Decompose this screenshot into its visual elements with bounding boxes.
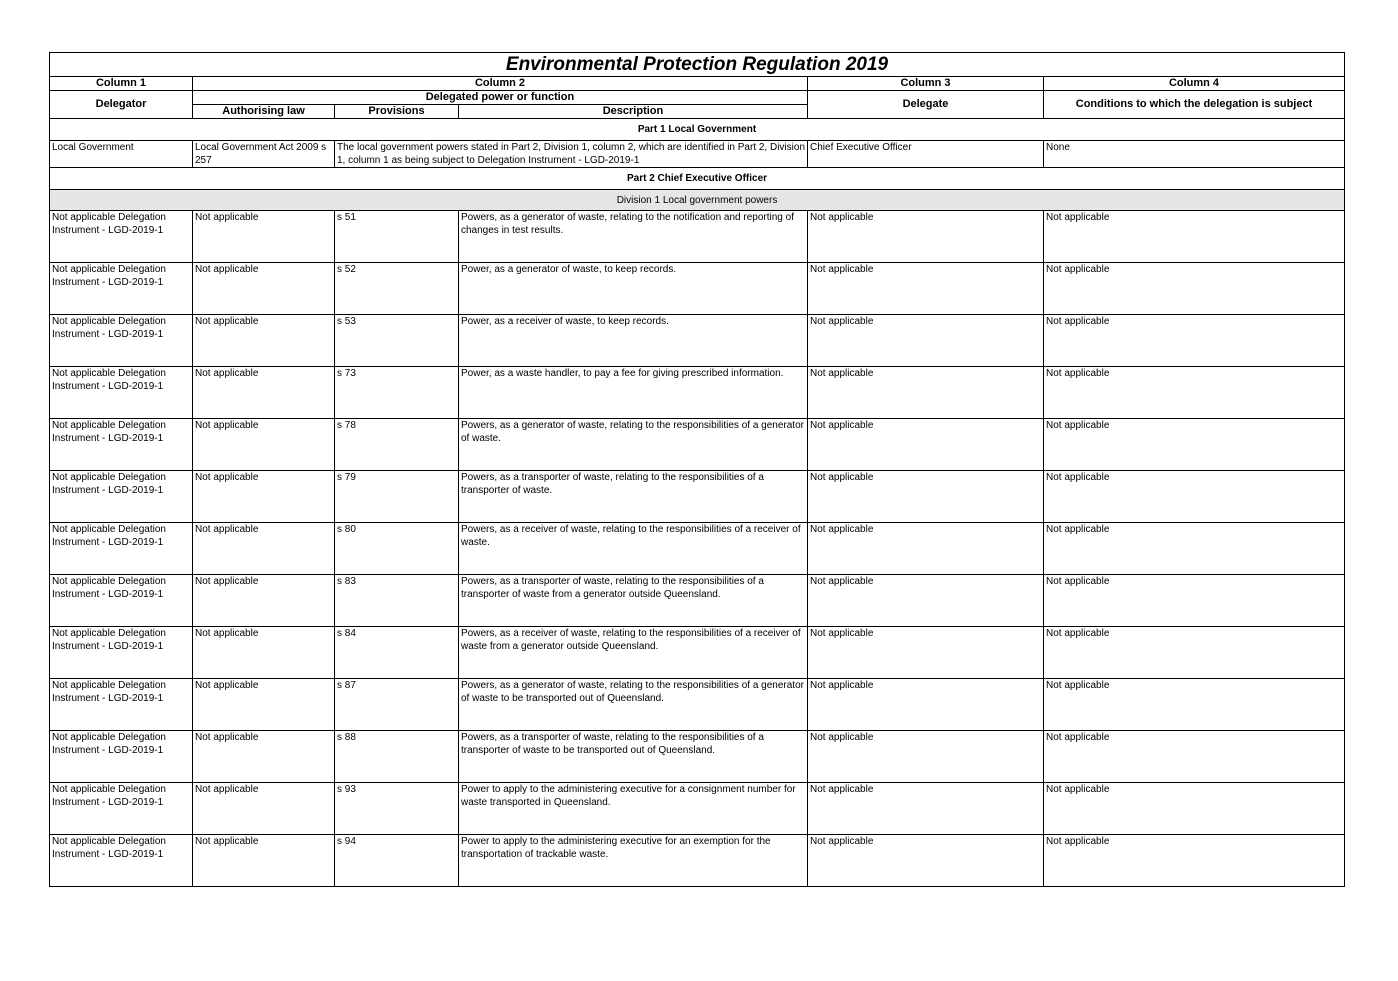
delegator-cell: Not applicable Delegation Instrument - LGD-2019-1 <box>50 679 193 731</box>
delegate-cell: Not applicable <box>808 575 1044 627</box>
description-cell: Powers, as a generator of waste, relating to the responsibilities of a generator of waste. <box>459 419 808 471</box>
authorising-law-cell: Not applicable <box>193 315 335 367</box>
delegate-cell: Not applicable <box>808 679 1044 731</box>
description-cell: Power, as a waste handler, to pay a fee for giving prescribed information. <box>459 367 808 419</box>
description-cell: Power to apply to the administering executive for a consignment number for waste transported in Queensland. <box>459 783 808 835</box>
table-row <box>50 835 1345 887</box>
conditions-cell: Not applicable <box>1044 471 1345 523</box>
authorising-law-cell: Not applicable <box>193 783 335 835</box>
provision-cell: s 51 <box>335 211 459 263</box>
delegator-cell: Not applicable Delegation Instrument - LGD-2019-1 <box>50 731 193 783</box>
delegator-cell: Not applicable Delegation Instrument - LGD-2019-1 <box>50 471 193 523</box>
part-2-heading: Part 2 Chief Executive Officer <box>50 168 1345 190</box>
authorising-law-cell: Not applicable <box>193 679 335 731</box>
column-3-header: Column 3 <box>808 77 1044 91</box>
delegate-cell: Not applicable <box>808 523 1044 575</box>
conditions-cell: Not applicable <box>1044 627 1345 679</box>
conditions-header: Conditions to which the delegation is subject <box>1044 91 1345 119</box>
description-cell: Powers, as a generator of waste, relating to the notification and reporting of changes in test results. <box>459 211 808 263</box>
delegator-cell: Not applicable Delegation Instrument - LGD-2019-1 <box>50 315 193 367</box>
provision-cell: s 79 <box>335 471 459 523</box>
description-cell: Power, as a receiver of waste, to keep records. <box>459 315 808 367</box>
table-row <box>50 367 1345 419</box>
delegator-cell: Not applicable Delegation Instrument - LGD-2019-1 <box>50 419 193 471</box>
authorising-law-header: Authorising law <box>193 105 335 119</box>
provision-cell: s 88 <box>335 731 459 783</box>
delegate-cell: Not applicable <box>808 627 1044 679</box>
conditions-cell: Not applicable <box>1044 731 1345 783</box>
description-cell: Power, as a generator of waste, to keep records. <box>459 263 808 315</box>
table-row <box>50 783 1345 835</box>
delegate-cell: Not applicable <box>808 367 1044 419</box>
table-row <box>50 627 1345 679</box>
provision-cell: s 78 <box>335 419 459 471</box>
provision-cell: s 87 <box>335 679 459 731</box>
conditions-cell: Not applicable <box>1044 263 1345 315</box>
authorising-law-cell: Not applicable <box>193 211 335 263</box>
conditions-cell: Not applicable <box>1044 835 1345 887</box>
description-cell: The local government powers stated in Part 2, Division 1, column 2, which are identified in Part 2, Division 1, column 1 as being subject to Delegation Instrument - LGD-2019-1 <box>335 141 808 168</box>
conditions-cell: Not applicable <box>1044 315 1345 367</box>
conditions-cell: Not applicable <box>1044 783 1345 835</box>
authorising-law-cell: Not applicable <box>193 835 335 887</box>
conditions-cell: Not applicable <box>1044 367 1345 419</box>
authorising-law-cell: Not applicable <box>193 471 335 523</box>
provision-cell: s 53 <box>335 315 459 367</box>
delegate-cell: Chief Executive Officer <box>808 141 1044 168</box>
description-cell: Powers, as a transporter of waste, relating to the responsibilities of a transporter of waste. <box>459 471 808 523</box>
delegator-cell: Local Government <box>50 141 193 168</box>
provision-cell: s 73 <box>335 367 459 419</box>
conditions-cell: Not applicable <box>1044 679 1345 731</box>
provision-cell: s 84 <box>335 627 459 679</box>
delegator-cell: Not applicable Delegation Instrument - LGD-2019-1 <box>50 523 193 575</box>
table-row <box>50 263 1345 315</box>
description-cell: Powers, as a transporter of waste, relating to the responsibilities of a transporter of waste to be transported out of Queensland. <box>459 731 808 783</box>
conditions-cell: Not applicable <box>1044 419 1345 471</box>
provision-cell: s 52 <box>335 263 459 315</box>
description-cell: Powers, as a transporter of waste, relating to the responsibilities of a transporter of waste from a generator outside Queensland. <box>459 575 808 627</box>
authorising-law-cell: Not applicable <box>193 575 335 627</box>
delegate-cell: Not applicable <box>808 263 1044 315</box>
provision-cell: s 80 <box>335 523 459 575</box>
conditions-cell: Not applicable <box>1044 523 1345 575</box>
delegate-cell: Not applicable <box>808 783 1044 835</box>
delegator-cell: Not applicable Delegation Instrument - LGD-2019-1 <box>50 627 193 679</box>
description-cell: Powers, as a receiver of waste, relating to the responsibilities of a receiver of waste. <box>459 523 808 575</box>
delegate-header: Delegate <box>808 91 1044 119</box>
authorising-law-cell: Not applicable <box>193 523 335 575</box>
delegated-power-header: Delegated power or function <box>193 91 808 105</box>
table-row <box>50 211 1345 263</box>
authorising-law-cell: Not applicable <box>193 627 335 679</box>
provision-cell: s 93 <box>335 783 459 835</box>
delegator-header: Delegator <box>50 91 193 119</box>
conditions-cell: None <box>1044 141 1345 168</box>
delegator-cell: Not applicable Delegation Instrument - LGD-2019-1 <box>50 211 193 263</box>
delegate-cell: Not applicable <box>808 731 1044 783</box>
table-row <box>50 679 1345 731</box>
description-cell: Powers, as a generator of waste, relating to the responsibilities of a generator of waste to be transported out of Queensland. <box>459 679 808 731</box>
delegate-cell: Not applicable <box>808 315 1044 367</box>
column-2-header: Column 2 <box>193 77 808 91</box>
table-row <box>50 141 1345 168</box>
authorising-law-cell: Not applicable <box>193 263 335 315</box>
delegator-cell: Not applicable Delegation Instrument - LGD-2019-1 <box>50 575 193 627</box>
table-row <box>50 471 1345 523</box>
authorising-law-cell: Local Government Act 2009 s 257 <box>193 141 335 168</box>
authorising-law-cell: Not applicable <box>193 731 335 783</box>
delegate-cell: Not applicable <box>808 471 1044 523</box>
provision-cell: s 94 <box>335 835 459 887</box>
delegation-table <box>49 52 1345 887</box>
authorising-law-cell: Not applicable <box>193 419 335 471</box>
delegator-cell: Not applicable Delegation Instrument - LGD-2019-1 <box>50 263 193 315</box>
delegator-cell: Not applicable Delegation Instrument - LGD-2019-1 <box>50 783 193 835</box>
document-title: Environmental Protection Regulation 2019 <box>50 53 1345 77</box>
table-row <box>50 419 1345 471</box>
conditions-cell: Not applicable <box>1044 211 1345 263</box>
table-row <box>50 315 1345 367</box>
description-cell: Power to apply to the administering executive for an exemption for the transportation of trackable waste. <box>459 835 808 887</box>
table-row <box>50 575 1345 627</box>
description-cell: Powers, as a receiver of waste, relating to the responsibilities of a receiver of waste from a generator outside Queensland. <box>459 627 808 679</box>
delegate-cell: Not applicable <box>808 419 1044 471</box>
provisions-header: Provisions <box>335 105 459 119</box>
description-header: Description <box>459 105 808 119</box>
delegator-cell: Not applicable Delegation Instrument - LGD-2019-1 <box>50 367 193 419</box>
delegate-cell: Not applicable <box>808 835 1044 887</box>
authorising-law-cell: Not applicable <box>193 367 335 419</box>
delegator-cell: Not applicable Delegation Instrument - LGD-2019-1 <box>50 835 193 887</box>
division-1-heading: Division 1 Local government powers <box>50 190 1345 211</box>
provision-cell: s 83 <box>335 575 459 627</box>
table-row <box>50 731 1345 783</box>
delegate-cell: Not applicable <box>808 211 1044 263</box>
column-4-header: Column 4 <box>1044 77 1345 91</box>
table-row <box>50 523 1345 575</box>
part-1-heading: Part 1 Local Government <box>50 119 1345 141</box>
conditions-cell: Not applicable <box>1044 575 1345 627</box>
column-1-header: Column 1 <box>50 77 193 91</box>
